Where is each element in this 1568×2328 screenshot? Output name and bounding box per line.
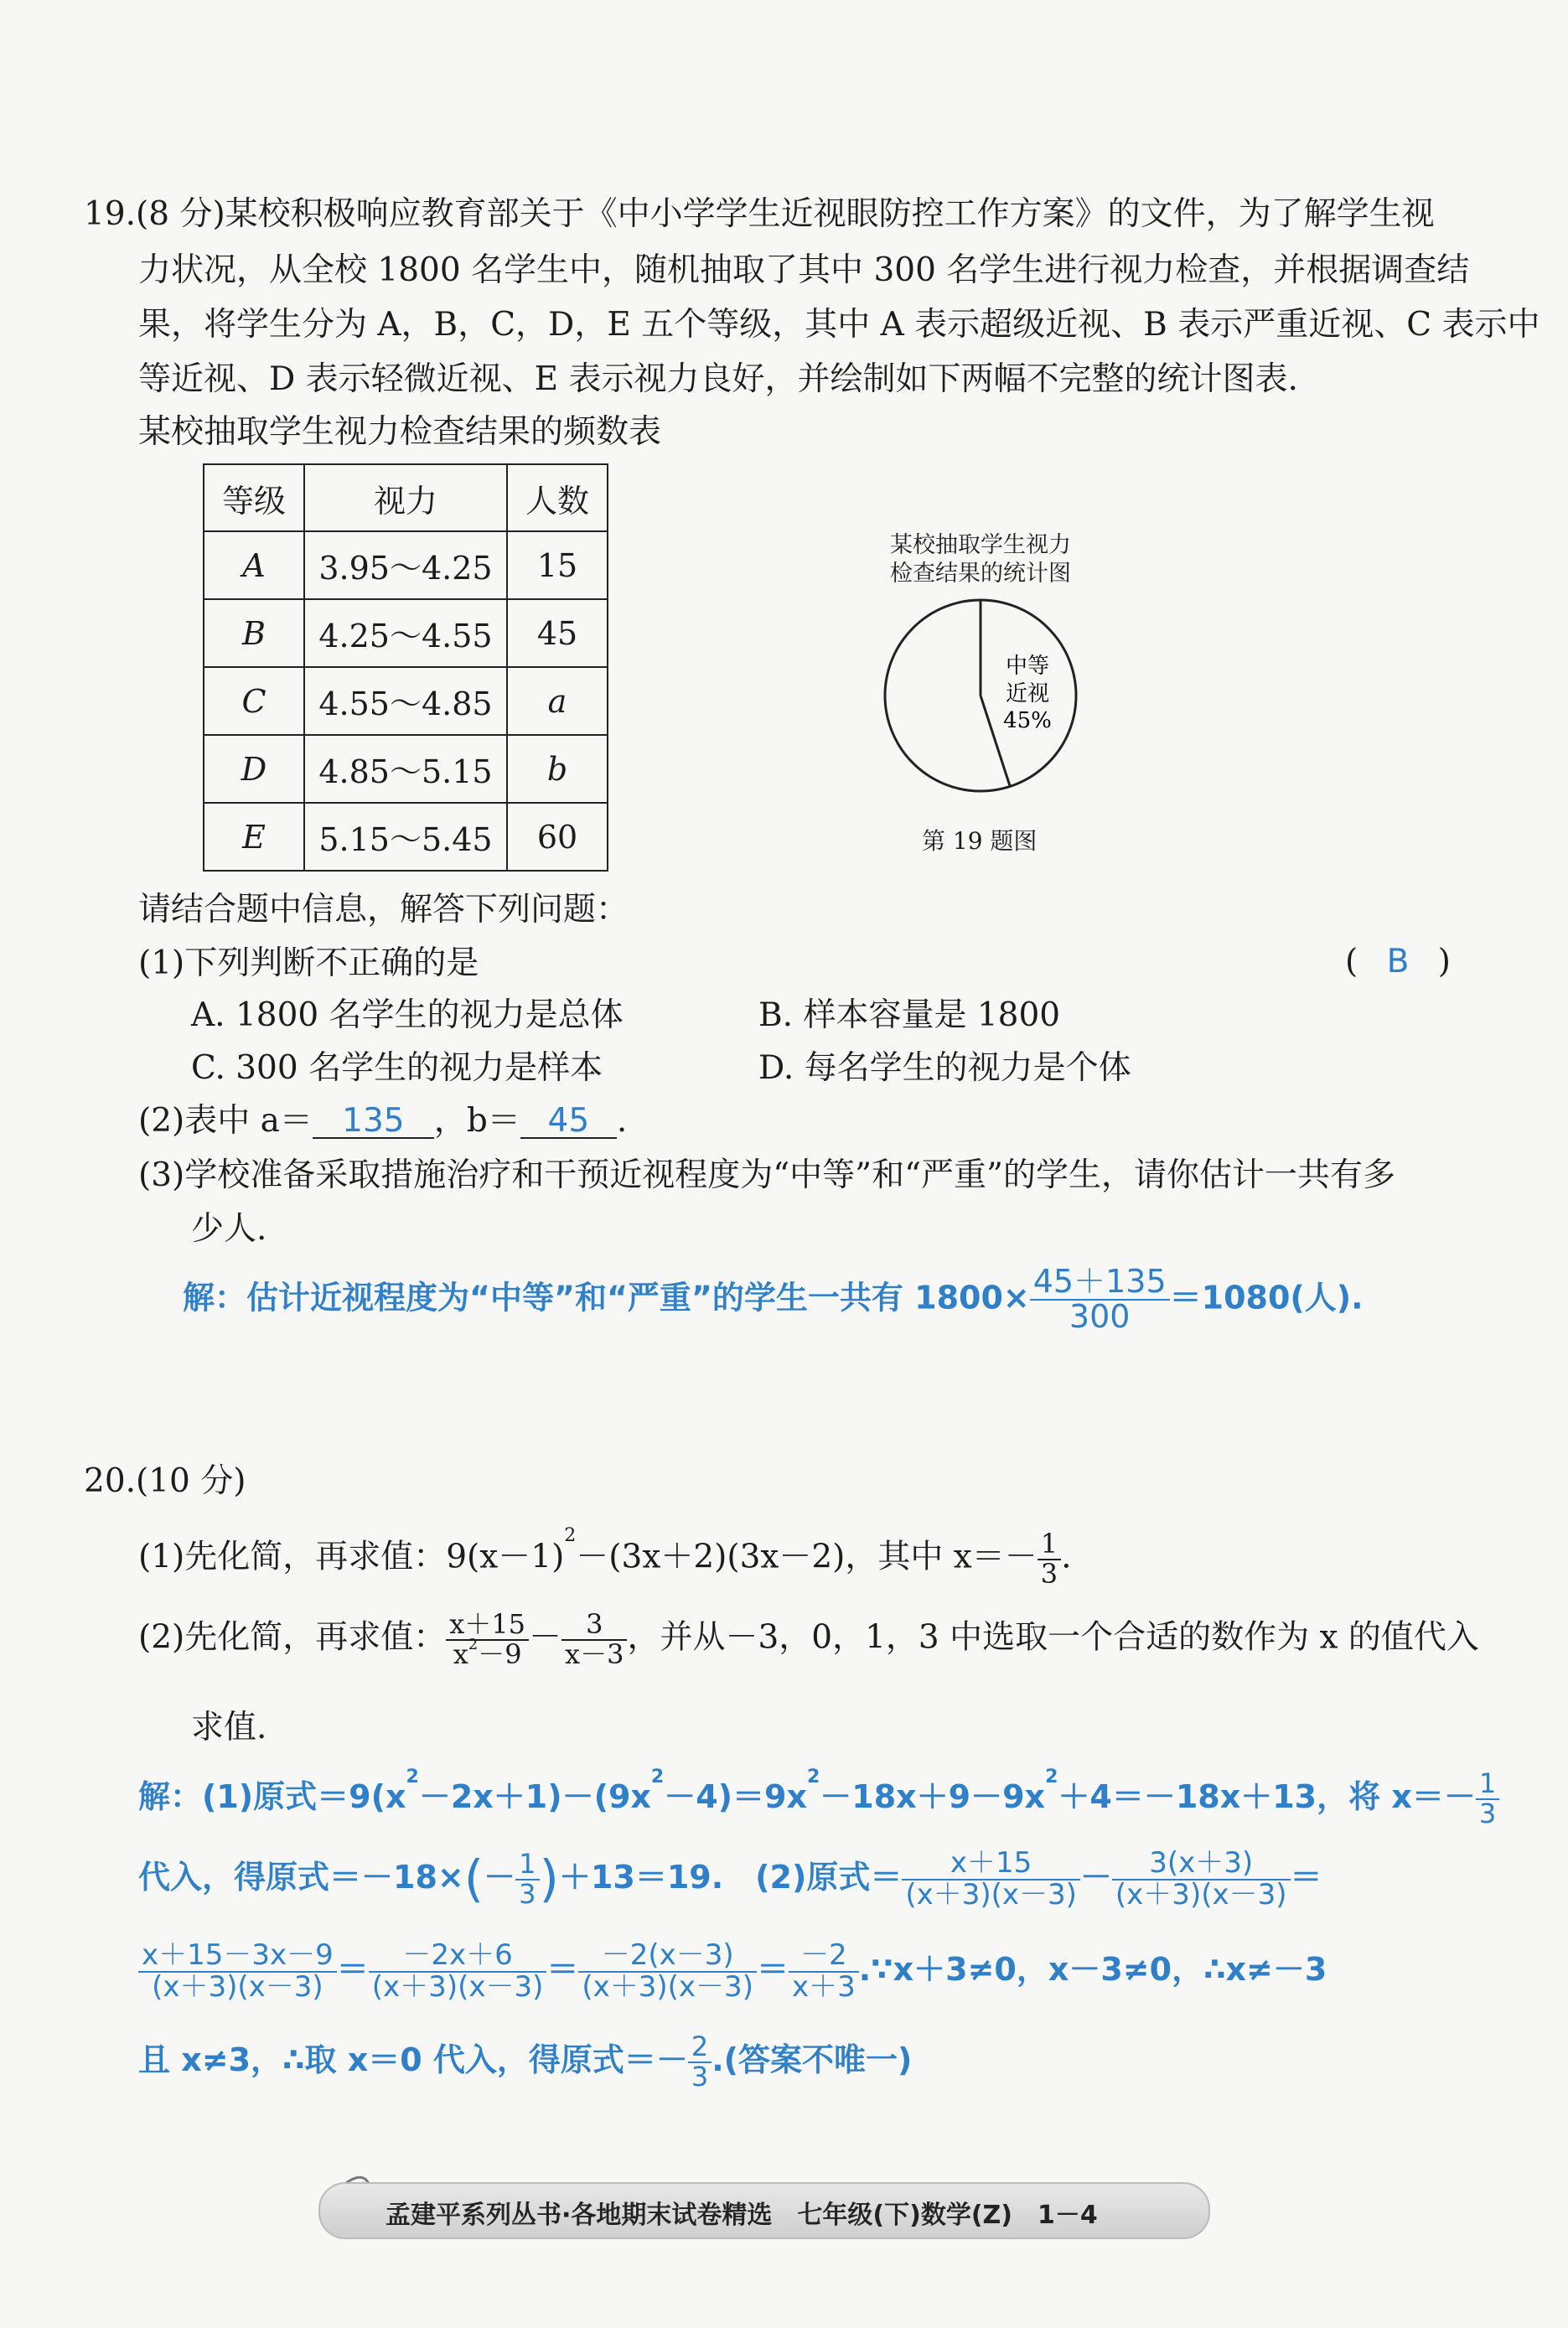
q20-part2-line2: 求值. xyxy=(191,1709,267,1746)
solution-text: .∵x＋3≠0，x－3≠0，∴x≠－3 xyxy=(858,1951,1327,1989)
table-cell: 15 xyxy=(507,531,608,599)
fraction xyxy=(688,2033,712,2091)
table-cell: 4.85～5.15 xyxy=(304,735,507,803)
part2-prefix: (2)先化简，再求值： xyxy=(138,1618,447,1657)
solution-text: －2x＋1)－(9x xyxy=(418,1778,651,1816)
fraction-numerator: 3(x＋3) xyxy=(1112,1849,1291,1881)
fraction-denominator: 3 xyxy=(1040,1557,1058,1590)
table-cell: B xyxy=(204,599,304,667)
q20-solution-line3 xyxy=(138,1938,1327,2004)
fraction-denominator: 3 xyxy=(691,2060,709,2093)
fraction xyxy=(1038,1530,1061,1588)
fraction-numerator: －2(x－3) xyxy=(578,1941,757,1973)
fraction xyxy=(369,1938,547,2004)
q20-solution-line1 xyxy=(138,1767,1499,1829)
table-cell: 5.15～5.45 xyxy=(304,803,507,871)
option-c: C. 300 名学生的视力是样本 xyxy=(191,1049,603,1087)
pie-title xyxy=(872,531,1089,588)
fraction xyxy=(561,1608,627,1670)
fraction xyxy=(578,1938,757,2004)
pie-label-3: 45% xyxy=(1003,708,1052,733)
q20-solution-line4 xyxy=(138,2033,912,2091)
fraction-numerator: x＋15 xyxy=(446,1611,529,1641)
den-part: x xyxy=(453,1637,468,1670)
q19-part3-line2: 少人. xyxy=(191,1210,267,1248)
solution-text: .(答案不唯一) xyxy=(712,2041,913,2079)
table-cell: a xyxy=(507,667,608,735)
superscript: 2 xyxy=(650,1767,665,1787)
part2-end: . xyxy=(616,1102,628,1140)
fraction-numerator: 2 xyxy=(688,2033,712,2063)
answer-a: 135 xyxy=(342,1102,405,1140)
pie-label-2: 近视 xyxy=(1005,681,1050,706)
table-cell: A xyxy=(204,531,304,599)
fraction-numerator: x＋15 xyxy=(902,1849,1080,1881)
fraction-denominator: x＋3 xyxy=(791,1969,856,2004)
part1-prefix: (1)先化简，再求值：9(x－1) xyxy=(138,1538,565,1576)
equals-sign: ＝ xyxy=(546,1951,579,1989)
table-cell: C xyxy=(204,667,304,735)
fraction-denominator: (x＋3)(x－3) xyxy=(905,1877,1077,1912)
fraction-numerator: 1 xyxy=(1038,1530,1061,1560)
fraction-denominator: (x＋3)(x－3) xyxy=(371,1969,544,2004)
table-row xyxy=(204,667,608,735)
solution-text: ＋4＝－18x＋13，将 x＝－ xyxy=(1058,1778,1476,1816)
equals-sign: ＝ xyxy=(756,1951,789,1989)
solution-text: 代入，得原式＝－18× xyxy=(138,1859,464,1896)
fraction xyxy=(789,1938,859,2004)
blank-b xyxy=(520,1102,617,1140)
superscript: 2 xyxy=(1045,1767,1058,1787)
option-b: B. 样本容量是 1800 xyxy=(758,996,1061,1034)
bracket-right: ) xyxy=(1437,943,1452,980)
q19-line-2: 力状况，从全校 1800 名学生中，随机抽取了其中 300 名学生进行视力检查，并根据调查结 xyxy=(138,251,1470,289)
fraction-numerator: 1 xyxy=(1476,1770,1499,1800)
table-cell: b xyxy=(507,735,608,803)
q19-line-3: 果，将学生分为 A，B，C，D，E 五个等级，其中 A 表示超级近视、B 表示严重近视、C 表示中 xyxy=(138,306,1540,344)
option-a: A. 1800 名学生的视力是总体 xyxy=(191,996,624,1034)
part1-middle: －(3x＋2)(3x－2)，其中 x＝－ xyxy=(576,1538,1038,1576)
fraction-denominator: (x＋3)(x－3) xyxy=(582,1969,753,2004)
pie-chart xyxy=(872,587,1089,804)
fraction-numerator: 1 xyxy=(515,1850,539,1881)
table-cell: 3.95～4.25 xyxy=(304,531,507,599)
part2-prefix: (2)表中 a＝ xyxy=(138,1102,313,1140)
option-d: D. 每名学生的视力是个体 xyxy=(758,1049,1131,1087)
fraction xyxy=(446,1608,529,1670)
paren-left: ( xyxy=(463,1849,484,1909)
q20-solution-line2 xyxy=(138,1846,1322,1912)
fraction-numerator: 45＋135 xyxy=(1030,1265,1170,1301)
superscript: 2 xyxy=(564,1525,577,1546)
fraction xyxy=(902,1846,1080,1912)
table-cell: 45 xyxy=(507,599,608,667)
fraction-denominator: 3 xyxy=(519,1877,536,1910)
minus-sign: － xyxy=(1079,1859,1112,1896)
fraction-denominator: (x＋3)(x－3) xyxy=(1115,1877,1287,1912)
solution-suffix: ＝1080(人). xyxy=(1169,1279,1364,1317)
superscript: 2 xyxy=(406,1767,419,1787)
footer-text: 孟建平系列丛书·各地期末试卷精选 七年级(下)数学(Z) 1－4 xyxy=(386,2201,1098,2230)
equals-sign: ＝ xyxy=(1290,1859,1322,1896)
q20-title: 20.(10 分) xyxy=(84,1462,246,1500)
frequency-table xyxy=(203,463,608,872)
q19-prompt: 请结合题中信息，解答下列问题： xyxy=(138,891,629,929)
fraction-numerator: －2x＋6 xyxy=(369,1941,547,1973)
solution-text: ＋13＝19. (2)原式＝ xyxy=(558,1859,903,1896)
fraction-numerator: 3 xyxy=(561,1611,627,1641)
fraction xyxy=(138,1938,337,2004)
table-cell: 4.25～4.55 xyxy=(304,599,507,667)
table-header: 人数 xyxy=(507,464,608,531)
q19-part2 xyxy=(138,1102,628,1140)
q19-solution xyxy=(183,1265,1364,1334)
fraction-denominator: 300 xyxy=(1069,1297,1131,1335)
q19-part3-line1: (3)学校准备采取措施治疗和干预近视程度为“中等”和“严重”的学生，请你估计一共有多 xyxy=(138,1156,1395,1194)
minus-sign: － xyxy=(529,1618,562,1657)
minus-sign: － xyxy=(484,1859,516,1896)
answer-bracket xyxy=(1345,945,1451,978)
fraction-numerator: －2 xyxy=(789,1941,859,1973)
fraction xyxy=(515,1850,539,1908)
table-header: 视力 xyxy=(304,464,507,531)
bracket-left: ( xyxy=(1345,943,1358,980)
fraction-denominator: 3 xyxy=(1478,1797,1497,1829)
answer-b: 45 xyxy=(547,1102,590,1140)
solution-text: －4)＝9x xyxy=(664,1778,807,1816)
pie-label-1: 中等 xyxy=(1005,654,1050,679)
table-cell: 4.55～4.85 xyxy=(304,667,507,735)
part2-suffix: ，并从－3，0，1，3 中选取一个合适的数作为 x 的值代入 xyxy=(627,1618,1479,1657)
pie-title-line-1: 某校抽取学生视力 xyxy=(890,532,1071,558)
table-title: 某校抽取学生视力检查结果的频数表 xyxy=(138,413,662,451)
fraction-numerator: x＋15－3x－9 xyxy=(138,1941,337,1973)
solution-text: 解：(1)原式＝9(x xyxy=(138,1778,406,1816)
q20-part2 xyxy=(138,1608,1479,1670)
superscript: 2 xyxy=(806,1767,820,1787)
table-cell: E xyxy=(204,803,304,871)
table-row xyxy=(204,599,608,667)
paren-right: ) xyxy=(539,1849,559,1909)
solution-fraction xyxy=(1030,1265,1170,1334)
equals-sign: ＝ xyxy=(336,1951,369,1989)
fraction xyxy=(1476,1767,1499,1829)
superscript: 2 xyxy=(468,1635,479,1653)
table-cell: D xyxy=(204,735,304,803)
fraction-denominator xyxy=(446,1635,529,1670)
q19-line-1: 19.(8 分)某校积极响应教育部关于《中小学学生近视眼防控工作方案》的文件，为了解学生视 xyxy=(84,195,1435,233)
part1-end: . xyxy=(1061,1538,1072,1576)
table-header: 等级 xyxy=(204,464,304,531)
pie-caption: 第 19 题图 xyxy=(922,827,1038,855)
fraction-denominator: (x＋3)(x－3) xyxy=(152,1969,323,2004)
q19-part1: (1)下列判断不正确的是 xyxy=(138,944,479,982)
fraction xyxy=(1112,1846,1291,1912)
den-part: －9 xyxy=(478,1637,522,1670)
blank-a xyxy=(313,1102,434,1140)
part2-middle: ，b＝ xyxy=(433,1102,520,1140)
table-cell: 60 xyxy=(507,803,608,871)
q20-part1 xyxy=(138,1525,1072,1590)
solution-text: －18x＋9－9x xyxy=(820,1778,1046,1816)
table-row xyxy=(204,803,608,871)
table-row xyxy=(204,735,608,803)
solution-prefix: 解：估计近视程度为“中等”和“严重”的学生一共有 1800× xyxy=(183,1279,1030,1317)
choice-answer: B xyxy=(1386,943,1410,980)
table-row xyxy=(204,531,608,599)
solution-text: 且 x≠3，∴取 x＝0 代入，得原式＝－ xyxy=(138,2041,688,2079)
pie-title-line-2: 检查结果的统计图 xyxy=(890,560,1071,587)
fraction-denominator: x－3 xyxy=(565,1637,624,1670)
q19-line-4: 等近视、D 表示轻微近视、E 表示视力良好，并绘制如下两幅不完整的统计图表. xyxy=(138,360,1298,398)
